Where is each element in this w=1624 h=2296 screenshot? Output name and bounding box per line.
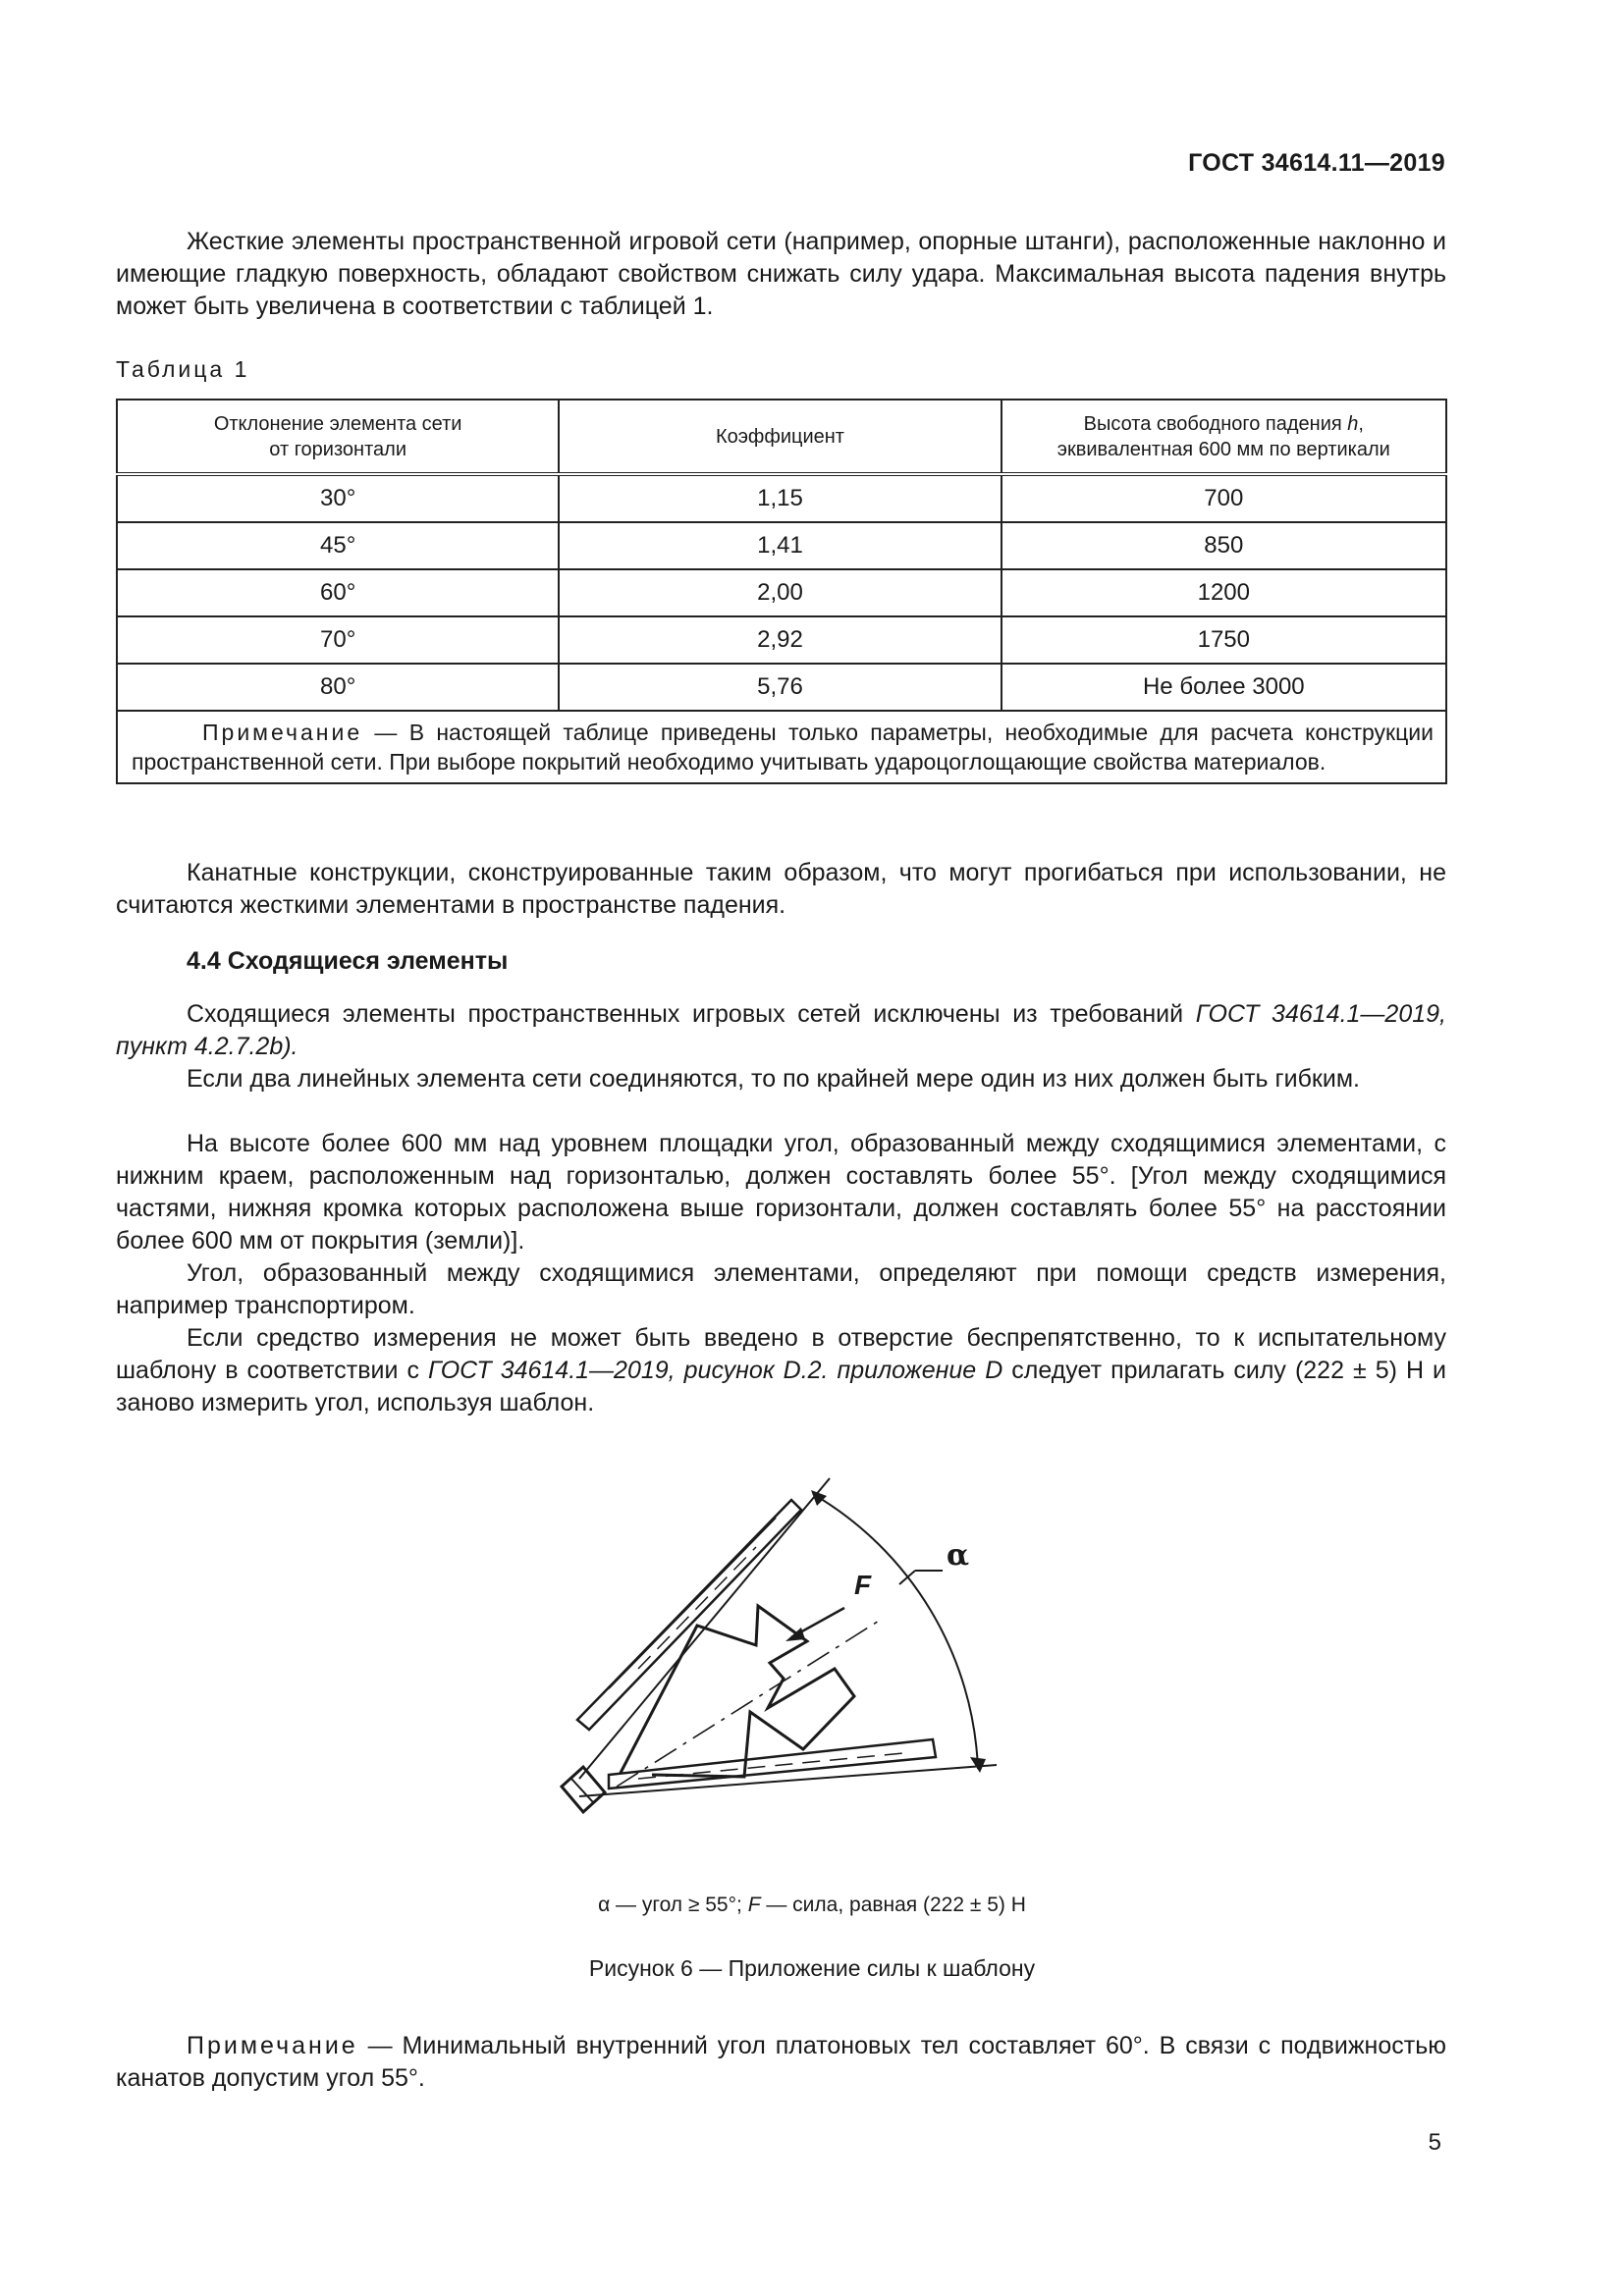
upper-rod (577, 1500, 801, 1730)
section-paragraph-5-tail: следует прилагать силу (222 ± 5) Н и заново измерить угол, используя шаблон. (116, 1357, 1446, 1416)
cell-height: Не более 3000 (1001, 664, 1446, 711)
header-deviation-line1: Отклонение элемента сети (213, 412, 462, 435)
cell-coefficient: 2,92 (559, 616, 1001, 664)
cell-coefficient: 2,00 (559, 569, 1001, 616)
cell-height: 700 (1001, 474, 1446, 522)
table-row (117, 569, 1446, 616)
table-note (117, 711, 1446, 783)
cell-coefficient: 1,15 (559, 474, 1001, 522)
table-row (117, 522, 1446, 569)
header-fall-height (1001, 400, 1446, 474)
header-h-symbol: h (1347, 412, 1359, 435)
table-header-row (117, 400, 1446, 474)
section-paragraph-1-ref: ГОСТ 34614.1—2019, пункт 4.2.7.2b). (116, 1000, 1446, 1060)
table-row (117, 474, 1446, 522)
final-note (116, 2030, 1446, 2095)
header-comma: , (1358, 412, 1364, 435)
section-paragraph-1 (116, 998, 1446, 1063)
alpha-label: α (947, 1538, 970, 1573)
cell-height: 1750 (1001, 616, 1446, 664)
cell-height: 850 (1001, 522, 1446, 569)
cell-angle: 60° (117, 569, 559, 616)
final-note-text: — Минимальный внутренний угол платоновых тел составляет 60°. В связи с подвижностью канатов допустим угол 55°. (116, 2032, 1446, 2092)
section-paragraph-3: На высоте более 600 мм над уровнем площадки угол, образованный между сходящимися элементами, с нижним краем, расположенным над горизонталью, должен составлять более 55°. [Угол между сходящимися частями, нижняя кромка которых расположена выше горизонтали, должен составлять более 55° на расстоянии более 600 мм от покрытия (земли)]. (116, 1130, 1446, 1255)
section-paragraph-2: Если два линейных элемента сети соединяются, то по крайней мере один из них должен быть гибким. (187, 1065, 1360, 1093)
section-paragraph-5 (116, 1322, 1446, 1419)
table-note-label: Примечание (202, 720, 363, 745)
section-paragraph-1-text: Сходящиеся элементы пространственных игровых сетей исключены из требований (187, 1000, 1196, 1028)
rope-paragraph: Канатные конструкции, сконструированные таким образом, что могут прогибаться при использовании, не считаются жесткими элементами в пространстве падения. (116, 859, 1446, 919)
header-coefficient: Коэффициент (559, 400, 1001, 474)
section-title: 4.4 Сходящиеся элементы (187, 947, 509, 975)
cell-angle: 45° (117, 522, 559, 569)
header-deviation-line2: от горизонтали (269, 438, 406, 460)
final-note-label: Примечание (187, 2032, 358, 2059)
doc-number-header: ГОСТ 34614.11—2019 (1188, 149, 1445, 177)
table-row (117, 664, 1446, 711)
section-paragraph-5-text: Если средство измерения не может быть введено в отверстие беспрепятственно, то к испытательному шаблону в соответствии с (116, 1324, 1446, 1384)
table-caption: Таблица 1 (116, 356, 250, 382)
table-note-text: — В настоящей таблице приведены только параметры, необходимые для расчета конструкции пространственной сети. При выборе покрытий необходимо учитывать удароцоглощающие свойства материалов. (132, 720, 1434, 774)
cell-angle: 80° (117, 664, 559, 711)
section-paragraph-4: Угол, образованный между сходящимися элементами, определяют при помощи средств измерения, например транспортиром. (116, 1259, 1446, 1319)
force-label: F (854, 1570, 872, 1600)
page-number: 5 (1428, 2129, 1441, 2156)
intro-paragraph: Жесткие элементы пространственной игровой сети (например, опорные штанги), расположенные наклонно и имеющие гладкую поверхность, обладают свойством снижать силу удара. Максимальная высота падения внутрь может быть увеличена в соответствии с таблицей 1. (116, 228, 1446, 320)
figure-6-drawing (550, 1463, 1060, 1855)
legend-f: F (747, 1894, 761, 1916)
cell-coefficient: 5,76 (559, 664, 1001, 711)
table-note-row (117, 711, 1446, 783)
legend-alpha: α — угол ≥ 55°; (598, 1894, 748, 1916)
figure-caption: Рисунок 6 — Приложение силы к шаблону (588, 1955, 1036, 1981)
legend-force: — сила, равная (222 ± 5) Н (760, 1894, 1026, 1916)
cell-angle: 30° (117, 474, 559, 522)
figure-legend (0, 1894, 1624, 1917)
table-row (117, 616, 1446, 664)
header-fall-height-line1: Высота свободного падения (1083, 412, 1348, 435)
table-1 (116, 399, 1447, 784)
cell-coefficient: 1,41 (559, 522, 1001, 569)
section-paragraph-5-ref: ГОСТ 34614.1—2019, рисунок D.2. приложение D (427, 1357, 1003, 1384)
cell-height: 1200 (1001, 569, 1446, 616)
cell-angle: 70° (117, 616, 559, 664)
header-deviation (117, 400, 559, 474)
header-fall-height-line2: эквивалентная 600 мм по вертикали (1056, 438, 1390, 460)
